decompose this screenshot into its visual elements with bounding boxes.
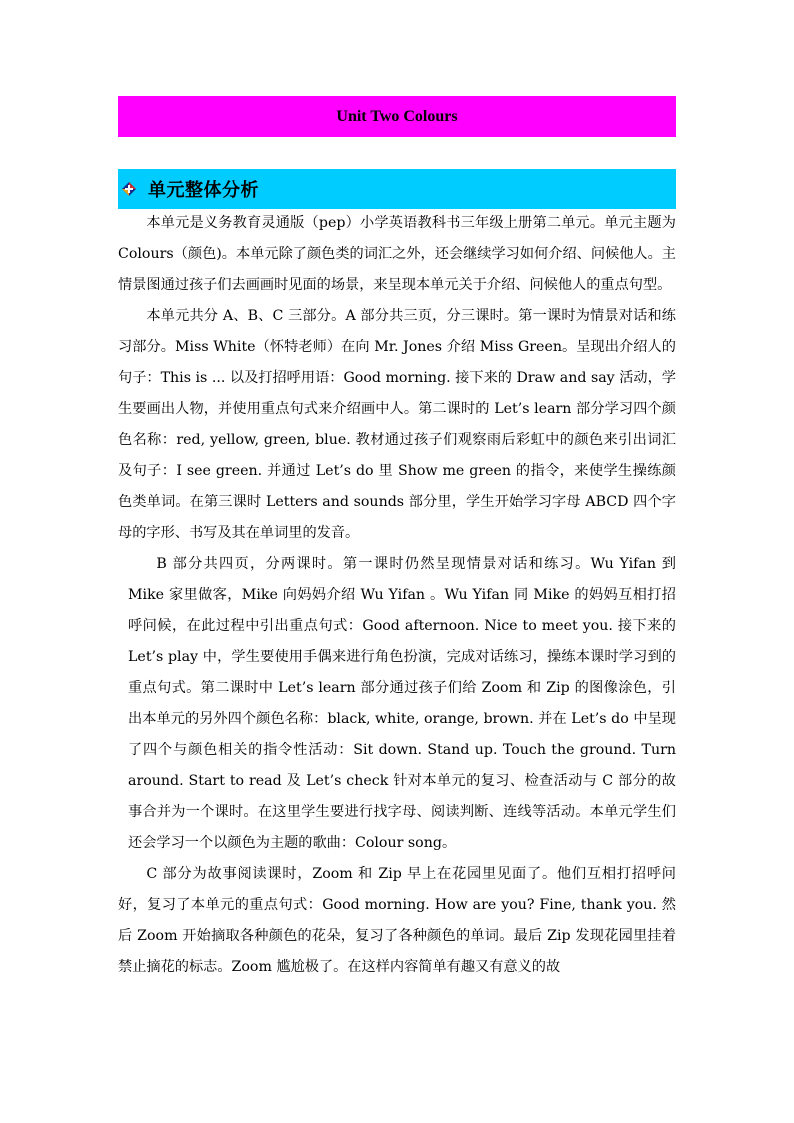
paragraph-part-b: B 部分共四页，分两课时。第一课时仍然呈现情景对话和练习。Wu Yifan 到 Mike 家里做客，Mike 向妈妈介绍 Wu Yifan 。Wu Yifan 同 Mike 的妈妈互相打招呼问候，在此过程中引出重点句式：Good afternoon. Nice to meet you. 接下来的 Let’s play 中，学生要使用手偶来进行角色扮演，完成对话练习，操练本课时学习到的重点句式。第二课时中 Let’s learn 部分通过孩子们给 Zoom 和 Zip 的图像涂色，引出本单元的另外四个颜色名称：black, white, orange, brown. 并在 Let’s do 中呈现了四个与颜色相关的指令性活动：Sit down. Stand up. Touch the ground. Turn around. Start to read 及 Let’s check 针对本单元的复习、检查活动与 C 部分的故事合并为一个课时。在这里学生要进行找字母、阅读判断、连线等活动。本单元学生们还会学习一个以颜色为主题的歌曲：Colour song。 bbox=[128, 556, 676, 851]
section-title: 单元整体分析 bbox=[148, 180, 259, 201]
body-text bbox=[118, 208, 676, 983]
paragraph-part-c: C 部分为故事阅读课时，Zoom 和 Zip 早上在花园里见面了。他们互相打招呼问好，复习了本单元的重点句式：Good morning. How are you? Fine, thank you. 然后 Zoom 开始摘取各种颜色的花朵，复习了各种颜色的单词。最后 Zip 发现花园里挂着禁止摘花的标志。Zoom 尴尬极了。在这样内容简单有趣又有意义的故 bbox=[118, 866, 676, 975]
paragraph-intro: 本单元是义务教育灵通版（pep）小学英语教科书三年级上册第二单元。单元主题为 Colours（颜色)。本单元除了颜色类的词汇之外，还会继续学习如何介绍、问候他人。主情景图通过孩子们去画画时见面的场景，来呈现本单元关于介绍、问候他人的重点句型。 bbox=[118, 215, 676, 293]
paragraph-part-a: 本单元共分 A、B、C 三部分。A 部分共三页，分三课时。第一课时为情景对话和练习部分。Miss White（怀特老师）在向 Mr. Jones 介绍 Miss Green。呈现出介绍人的句子：This is ... 以及打招呼用语：Good morning. 接下来的 Draw and say 活动，学生要画出人物，并使用重点句式来介绍画中人。第二课时的 Let’s learn 部分学习四个颜色名称：red, yellow, green, blue. 教材通过孩子们观察雨后彩虹中的颜色来引出词汇及句子：I see green. 并通过 Let’s do 里 Show me green 的指令，来使学生操练颜色类单词。在第三课时 Letters and sounds 部分里，学生开始学习字母 ABCD 四个字母的字形、书写及其在单词里的发音。 bbox=[118, 308, 676, 541]
title-banner bbox=[118, 96, 676, 137]
page-title: Unit Two Colours bbox=[336, 107, 458, 125]
section-header bbox=[118, 169, 676, 209]
diamond-bullet-icon bbox=[122, 182, 136, 196]
